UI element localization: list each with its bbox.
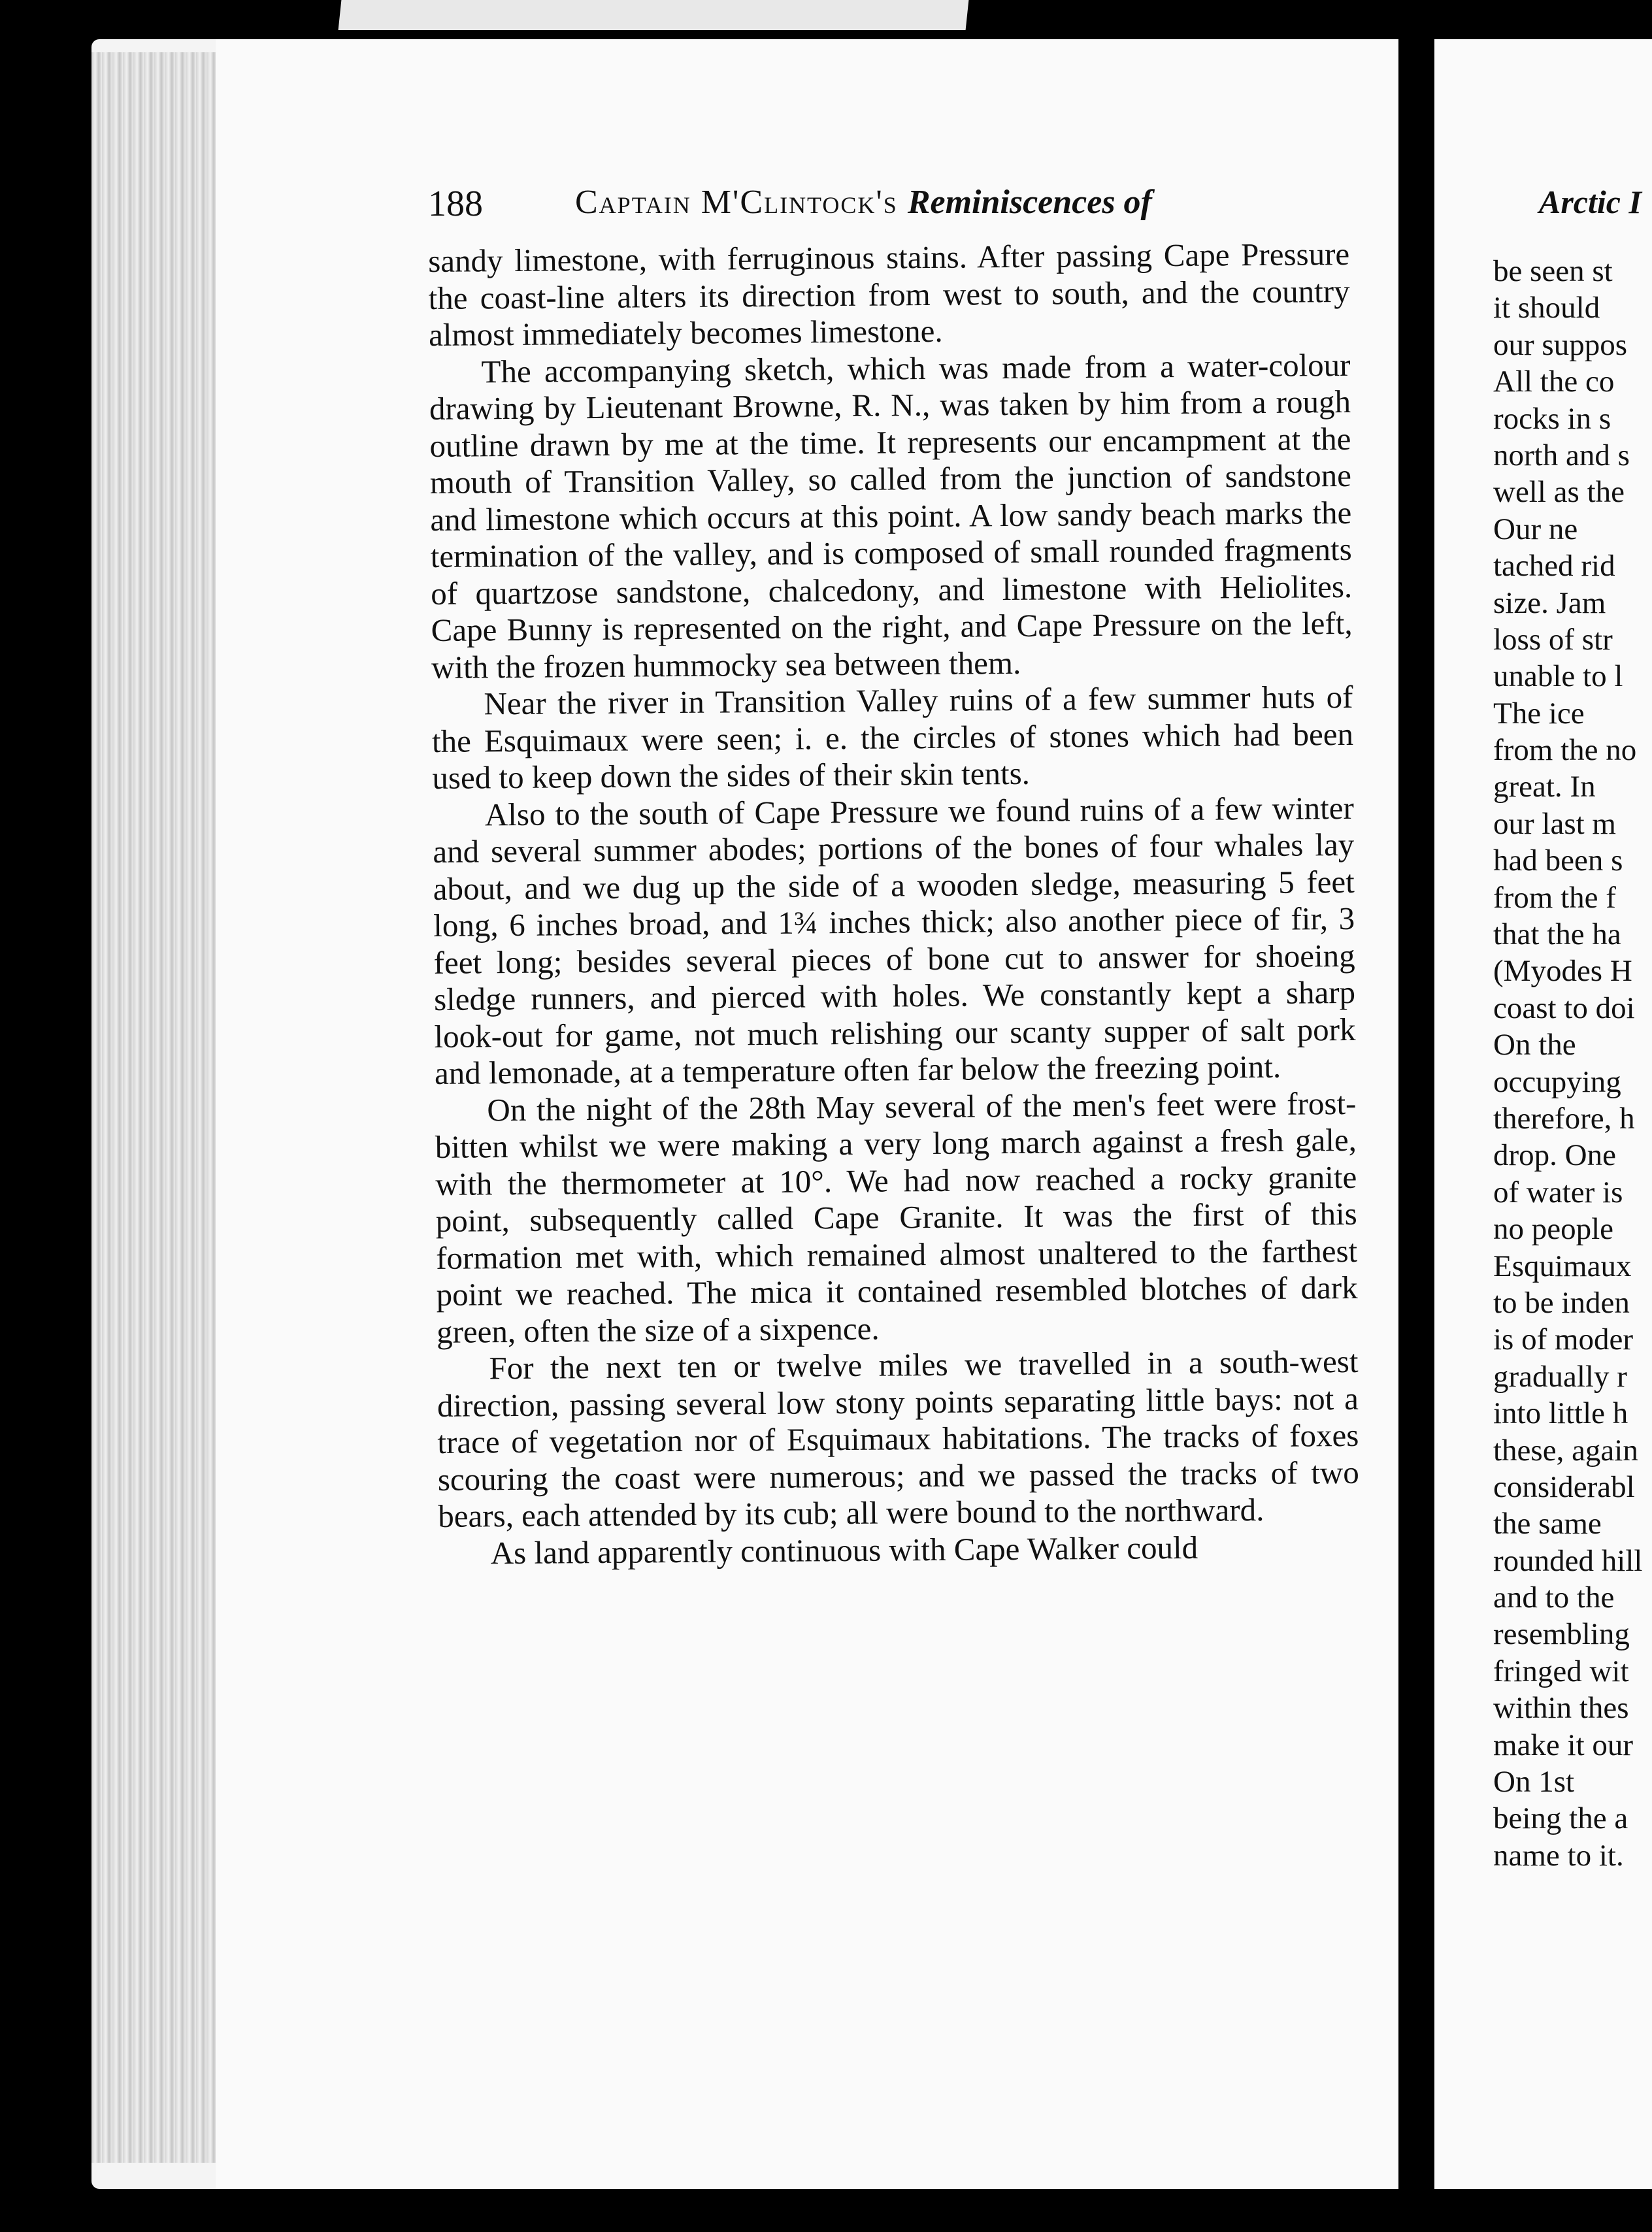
right-page-line: our last m xyxy=(1493,806,1616,841)
running-head xyxy=(428,183,1297,242)
right-page-line: into little h xyxy=(1493,1396,1628,1431)
right-page xyxy=(1434,39,1652,2189)
right-page-line: our suppos xyxy=(1493,327,1627,362)
page-body-text xyxy=(428,236,1360,1572)
right-page-line: Our ne xyxy=(1493,512,1578,546)
page-tab-edge xyxy=(339,0,969,30)
paragraph-3: Near the river in Transition Valley ruins of a few summer huts of the Esquimaux were seen; i. e. the circles of stones which had been used to keep down the sides of their skin tents. xyxy=(431,678,1354,796)
right-page-line: fringed wit xyxy=(1493,1654,1629,1688)
right-page-line: is of moder xyxy=(1493,1322,1634,1357)
right-page-line: (Myodes H xyxy=(1493,954,1632,989)
book-gutter xyxy=(1398,0,1434,2232)
paragraph-7: As land apparently continuous with Cape Walker could xyxy=(490,1529,1198,1571)
right-page-line: great. In xyxy=(1493,770,1596,804)
right-page-line: these, again xyxy=(1493,1433,1638,1468)
paragraph-1: sandy limestone, with ferruginous stains. After passing Cape Pressure the coast-line alters its direction from west to south, and the country almost immediately becomes limestone. xyxy=(428,235,1350,353)
right-page-line: within thes xyxy=(1493,1691,1629,1726)
right-page-line: size. Jam xyxy=(1493,585,1606,620)
right-page-line: resembling xyxy=(1493,1617,1630,1652)
right-page-line: that the ha xyxy=(1493,917,1621,952)
right-page-line: tached rid xyxy=(1493,549,1615,583)
running-title-author: Captain M'Clintock's xyxy=(575,184,898,221)
right-page-line: On 1st xyxy=(1493,1765,1575,1799)
right-page-line: loss of str xyxy=(1493,622,1613,657)
right-page-line: the same xyxy=(1493,1507,1602,1541)
right-page-line: unable to l xyxy=(1493,659,1623,694)
right-page-line: make it our xyxy=(1493,1728,1634,1762)
right-page-line: name to it. xyxy=(1493,1838,1624,1873)
right-page-line: therefore, h xyxy=(1493,1101,1635,1136)
right-page-line: had been s xyxy=(1493,844,1623,878)
right-page-line: north and s xyxy=(1493,438,1630,472)
right-page-line: being the a xyxy=(1493,1801,1628,1836)
right-page-text xyxy=(1493,253,1652,1874)
right-page-line: it should xyxy=(1493,291,1600,325)
right-page-line: Esquimaux xyxy=(1493,1249,1632,1283)
right-page-line: from the no xyxy=(1493,733,1637,768)
right-page-line: gradually r xyxy=(1493,1359,1627,1394)
right-page-line: The ice xyxy=(1493,696,1585,730)
paragraph-5: On the night of the 28th May several of the men's feet were frost-bitten whilst we were making a very long march against a fresh gale, with the thermometer at 10°. We had now reached a rocky granite point, subsequently called Cape Granite. It was the first of this formation met with, which remained almost unaltered to the farthest point we reached. The mica it contained resembled blotches of dark green, often the size of a sixpence. xyxy=(435,1085,1358,1350)
right-page-line: and to the xyxy=(1493,1581,1615,1615)
page-number: 188 xyxy=(428,184,483,224)
right-page-line: All the co xyxy=(1493,365,1615,399)
right-page-line: rounded hill xyxy=(1493,1543,1643,1578)
running-title xyxy=(575,183,1152,222)
right-page-line: from the f xyxy=(1493,880,1616,915)
right-page-line: well as the xyxy=(1493,475,1625,510)
right-page-line: of water is xyxy=(1493,1175,1623,1209)
right-page-line: On the xyxy=(1493,1028,1576,1062)
right-page-line: be seen st xyxy=(1493,254,1613,288)
paragraph-2: The accompanying sketch, which was made from a water-colour drawing by Lieutenant Browne, R. N., was taken by him from a rough outline drawn by me at the time. It represents our encampment at the mouth of Transition Valley, so called from the junction of sandstone and limestone which occurs at this point. A low sandy beach marks the termination of the valley, and is composed of small rounded fragments of quartzose sandstone, chalcedony, and limestone with Heliolites. Cape Bunny is represented on the right, and Cape Pressure on the left, with the frozen hummocky sea between them. xyxy=(429,346,1353,685)
right-page-line: to be inden xyxy=(1493,1285,1630,1320)
paragraph-6: For the next ten or twelve miles we travelled in a south-west direction, passing several low stony points separating little bays: not a trace of vegetation nor of Esquimaux habitations. The tracks of foxes scouring the coast were numerous; and we passed the tracks of two bears, each attended by its cub; all were bound to the northward. xyxy=(437,1343,1360,1534)
running-title-italic: Reminiscences of xyxy=(907,184,1152,221)
right-page-line: no people xyxy=(1493,1212,1614,1247)
paragraph-4: Also to the south of Cape Pressure we found ruins of a few winter and several summer abodes; portions of the bones of four whales lay about, and we dug up the side of a wooden sledge, measuring 5 feet long, 6 inches broad, and 1¾ inches thick; also another piece of fir, 3 feet long; besides several pieces of bone cut to answer for shoeing sledge runners, and pierced with holes. We constantly kept a sharp look-out for game, not much relishing our scanty supper of salt pork and lemonade, at a temperature often far below the freezing point. xyxy=(433,789,1356,1091)
right-page-line: considerabl xyxy=(1493,1469,1635,1504)
right-page-line: rocks in s xyxy=(1493,401,1611,436)
right-page-line: coast to doi xyxy=(1493,991,1635,1025)
right-page-line: drop. One xyxy=(1493,1138,1616,1173)
right-page-line: occupying xyxy=(1493,1064,1621,1099)
right-running-head: Arctic I xyxy=(1539,184,1642,220)
